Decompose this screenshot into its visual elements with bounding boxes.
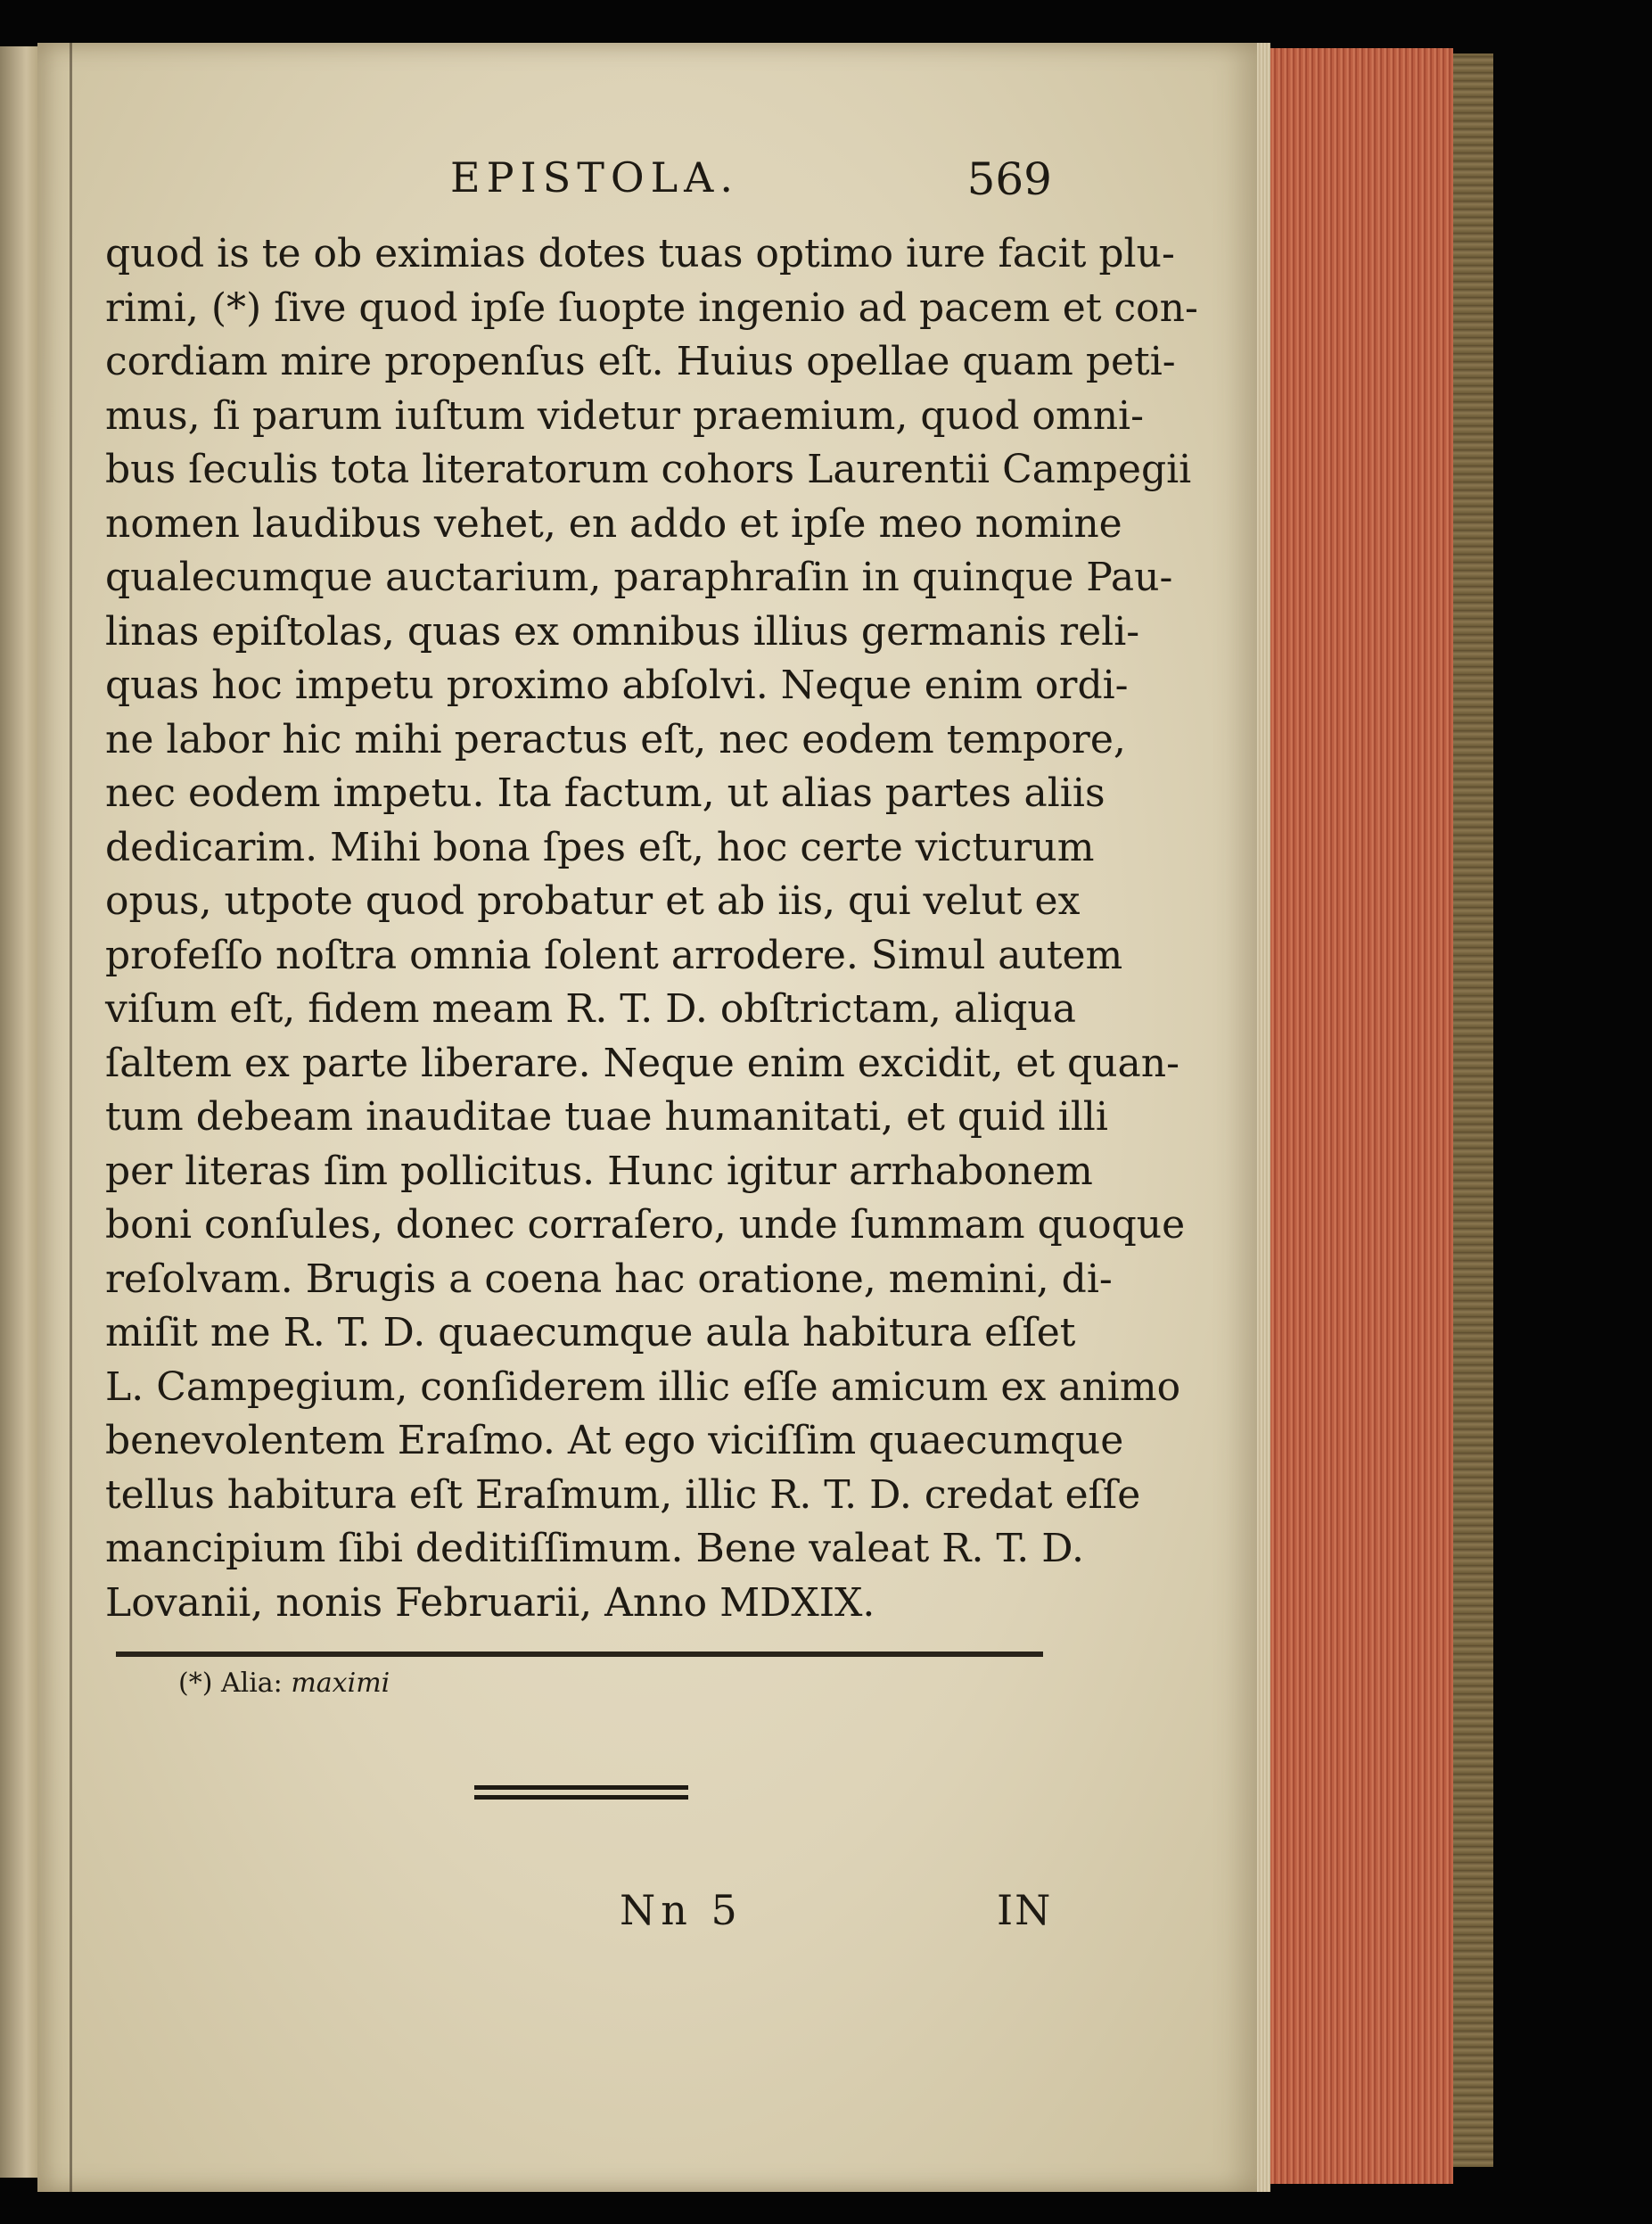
gutter-line: [70, 43, 72, 2192]
text-line: qualecumque auctarium, paraphraſin in quinque Pau-: [105, 555, 1173, 600]
footnote-text: maximi: [291, 1668, 390, 1699]
text-line: tum debeam inauditae tuae humanitati, et quid illi: [105, 1094, 1108, 1140]
text-line: per literas ſim pollicitus. Hunc igitur arrhabonem: [105, 1148, 1093, 1194]
running-title: EPISTOLA.: [450, 153, 739, 202]
footnote: [178, 1668, 390, 1699]
text-line: L. Campegium, conſiderem illic eſſe amicum ex animo: [105, 1363, 1181, 1410]
facing-page-edge: [0, 46, 37, 2178]
body-text: [105, 227, 1198, 1630]
text-line: nomen laudibus vehet, en addo et ipſe meo nomine: [105, 500, 1122, 547]
text-line: linas epiſtolas, quas ex omnibus illius germanis reli-: [105, 608, 1140, 655]
text-line: opus, utpote quod probatur et ab iis, qui velut ex: [105, 878, 1081, 924]
text-line: bus ſeculis tota literatorum cohors Laurentii Campegii: [105, 447, 1192, 492]
ornament-rule: [474, 1785, 688, 1800]
text-line: tellus habitura eſt Eraſmum, illic R. T. D. credat eſſe: [105, 1471, 1141, 1518]
text-line: cordiam mire propenſus eſt. Huius opellae quam peti-: [105, 339, 1176, 384]
text-line: Lovanii, nonis Februarii, Anno MDXIX.: [105, 1579, 875, 1626]
text-line: quas hoc impetu proximo abſolvi. Neque enim ordi-: [105, 663, 1129, 708]
running-head: [107, 153, 1052, 207]
text-line: profeſſo noſtra omnia ſolent arrodere. Simul autem: [105, 932, 1123, 978]
text-line: ne labor hic mihi peractus eſt, nec eodem tempore,: [105, 716, 1126, 762]
footnote-rule: [116, 1652, 1043, 1657]
footnote-marker: (*) Alia:: [178, 1668, 283, 1699]
text-line: nec eodem impetu. Ita factum, ut alias partes aliis: [105, 770, 1105, 816]
book-cover-edge: [1453, 54, 1493, 2167]
catchword: IN: [997, 1886, 1053, 1934]
signature-mark: Nn 5: [620, 1886, 743, 1934]
page-number: 569: [966, 153, 1052, 205]
text-line: mancipium ſibi deditiſſimum. Bene valeat R. T. D.: [105, 1526, 1084, 1571]
text-line: miſit me R. T. D. quaecumque aula habitura eſſet: [105, 1310, 1076, 1355]
text-line: benevolentem Eraſmo. At ego viciſſim quaecumque: [105, 1418, 1124, 1463]
text-line: ſaltem ex parte liberare. Neque enim excidit, et quan-: [105, 1040, 1179, 1086]
text-line: quod is te ob eximias dotes tuas optimo iure facit plu-: [105, 231, 1175, 276]
text-line: viſum eſt, fidem meam R. T. D. obſtrictam, aliqua: [105, 986, 1076, 1032]
text-line: boni conſules, donec corraſero, unde ſummam quoque: [105, 1202, 1186, 1248]
text-line: dedicarim. Mihi bona ſpes eſt, hoc certe victurum: [105, 824, 1095, 870]
text-line: reſolvam. Brugis a coena hac oratione, memini, di-: [105, 1256, 1113, 1302]
red-page-edges: [1270, 48, 1453, 2184]
text-line: rimi, (*) ſive quod ipſe ſuopte ingenio ad pacem et con-: [105, 284, 1198, 331]
text-line: mus, ſi parum iuſtum videtur praemium, quod omni-: [105, 392, 1144, 439]
